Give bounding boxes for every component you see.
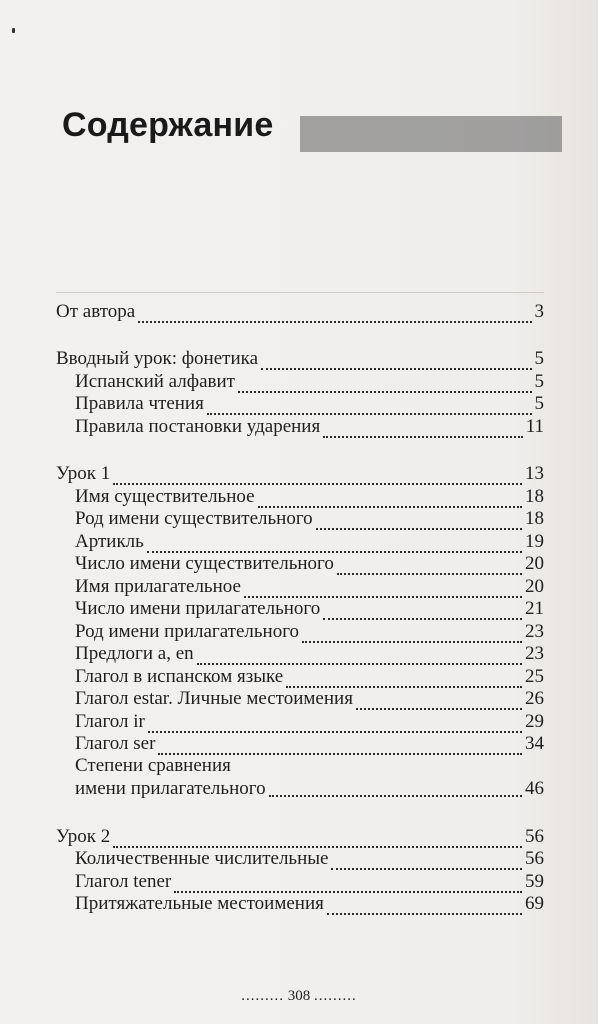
toc-entry[interactable] — [56, 348, 544, 371]
dot-leader — [258, 490, 522, 508]
toc-entry-title: Испанский алфавит — [75, 370, 235, 392]
dot-leader — [244, 580, 522, 598]
toc-entry-page: 21 — [525, 598, 544, 619]
toc-entry-title: Правила чтения — [75, 393, 204, 414]
toc-entry-page: 5 — [534, 348, 544, 369]
toc-subentry[interactable] — [56, 485, 544, 508]
toc-entry-page: 69 — [525, 893, 544, 914]
toc-subentry[interactable] — [56, 598, 544, 621]
toc-entry-title: Глагол tener — [75, 870, 172, 892]
toc-entry-page: 18 — [525, 485, 544, 507]
toc-entry-title: Имя существительное — [75, 485, 255, 507]
section-gap — [56, 438, 544, 463]
dot-leader — [197, 647, 522, 665]
toc-entry-page: 59 — [525, 870, 544, 892]
toc-entry-title-line: имени прилагательного — [75, 777, 266, 799]
dot-leader — [138, 305, 531, 323]
folio-right-dots: ......... — [314, 988, 357, 1004]
toc-entry-page: 23 — [525, 643, 544, 664]
toc-entry-title: Глагол ir — [75, 710, 145, 732]
folio-number: 308 — [287, 988, 311, 1004]
toc-entry[interactable] — [56, 300, 544, 323]
toc-entry-title: Правила постановки ударения — [75, 415, 321, 437]
toc-subentry[interactable] — [56, 553, 544, 576]
toc-entry-page: 20 — [525, 575, 544, 597]
dot-leader — [286, 670, 522, 688]
toc-entry-title: Имя прилагательное — [75, 575, 241, 597]
toc-subentry[interactable] — [56, 643, 544, 666]
toc-subentry[interactable] — [56, 508, 544, 531]
dot-leader — [302, 625, 522, 643]
toc-entry-title: Глагол estar. Личные местоимения — [75, 688, 353, 709]
toc-entry-page: 5 — [534, 370, 544, 392]
toc-entry-page: 25 — [525, 665, 544, 687]
dot-leader — [207, 397, 532, 415]
dot-leader — [113, 830, 522, 848]
dot-leader — [238, 375, 532, 393]
toc-entry-page: 5 — [534, 393, 544, 414]
toc-entry-page: 23 — [525, 620, 544, 642]
toc-entry-page: 29 — [525, 710, 544, 732]
toc-entry-title: От автора — [56, 300, 136, 322]
page-number — [0, 988, 598, 1005]
toc-subentry[interactable] — [56, 370, 544, 393]
toc-subentry[interactable] — [56, 848, 544, 871]
toc-entry-title: Глагол в испанском языке — [75, 665, 284, 687]
toc-subentry[interactable] — [56, 530, 544, 553]
toc-entry-title: Урок 2 — [56, 825, 111, 847]
toc-subentry[interactable] — [56, 415, 544, 438]
dot-leader — [316, 512, 522, 530]
toc-subentry[interactable] — [56, 575, 544, 598]
dot-leader — [174, 875, 522, 893]
toc-entry-title: Артикль — [75, 530, 144, 552]
folio-left-dots: ......... — [241, 988, 284, 1004]
page-title: Содержание — [62, 106, 274, 144]
section-gap — [56, 323, 544, 348]
toc-entry-page: 34 — [525, 733, 544, 754]
dot-leader — [113, 467, 522, 485]
toc-entry-page: 3 — [534, 300, 544, 322]
dot-leader — [323, 420, 523, 438]
toc-entry-title: Количественные числительные — [75, 848, 329, 869]
toc-entry-title: Вводный урок: фонетика — [56, 348, 259, 369]
toc-entry-title: Предлоги a, en — [75, 643, 194, 664]
toc-entry[interactable] — [56, 463, 544, 486]
toc-subentry[interactable] — [56, 688, 544, 711]
dot-leader — [337, 557, 522, 575]
dot-leader — [323, 602, 522, 620]
toc-subentry[interactable] — [56, 710, 544, 733]
dot-leader — [331, 852, 522, 870]
dot-leader — [327, 897, 522, 915]
toc-entry-title: Глагол ser — [75, 733, 156, 754]
toc-entry-title: Притяжательные местоимения — [75, 893, 324, 914]
toc-entry[interactable] — [56, 825, 544, 848]
toc-subentry[interactable] — [56, 665, 544, 688]
dot-leader — [158, 737, 522, 755]
toc-subentry[interactable] — [56, 893, 544, 916]
bleed-through-band — [300, 116, 562, 152]
toc-subentry[interactable] — [56, 733, 544, 756]
toc-subentry[interactable] — [56, 393, 544, 416]
section-gap — [56, 800, 544, 825]
dot-leader — [269, 779, 522, 797]
toc-entry-title: Урок 1 — [56, 463, 111, 484]
toc-entry-page: 56 — [525, 825, 544, 847]
dot-leader — [261, 352, 531, 370]
toc-entry-title — [75, 755, 266, 800]
bleed-through-rule — [56, 292, 544, 293]
toc-entry-page: 26 — [525, 688, 544, 709]
toc-subentry[interactable] — [56, 870, 544, 893]
toc-entry[interactable] — [56, 755, 544, 800]
toc-entry-page: 19 — [525, 530, 544, 552]
toc-entry-title: Род имени прилагательного — [75, 620, 300, 642]
toc-entry-page: 20 — [525, 553, 544, 574]
toc-subentry[interactable] — [56, 620, 544, 643]
toc-entry-title: Число имени прилагательного — [75, 598, 321, 619]
toc-entry-page: 11 — [525, 415, 544, 437]
dot-leader — [148, 715, 522, 733]
dot-leader — [147, 535, 522, 553]
toc-entry-title: Род имени существительного — [75, 508, 313, 529]
dot-leader — [356, 692, 522, 710]
toc-entry-title-line: Степени сравнения — [75, 755, 231, 776]
toc-entry-page: 46 — [525, 778, 544, 799]
toc-entry-page: 56 — [525, 848, 544, 869]
table-of-contents — [56, 300, 544, 915]
toc-entry-title: Число имени существительного — [75, 553, 334, 574]
toc-entry-page: 18 — [525, 508, 544, 529]
toc-entry-page: 13 — [525, 463, 544, 484]
print-speck — [12, 28, 15, 33]
